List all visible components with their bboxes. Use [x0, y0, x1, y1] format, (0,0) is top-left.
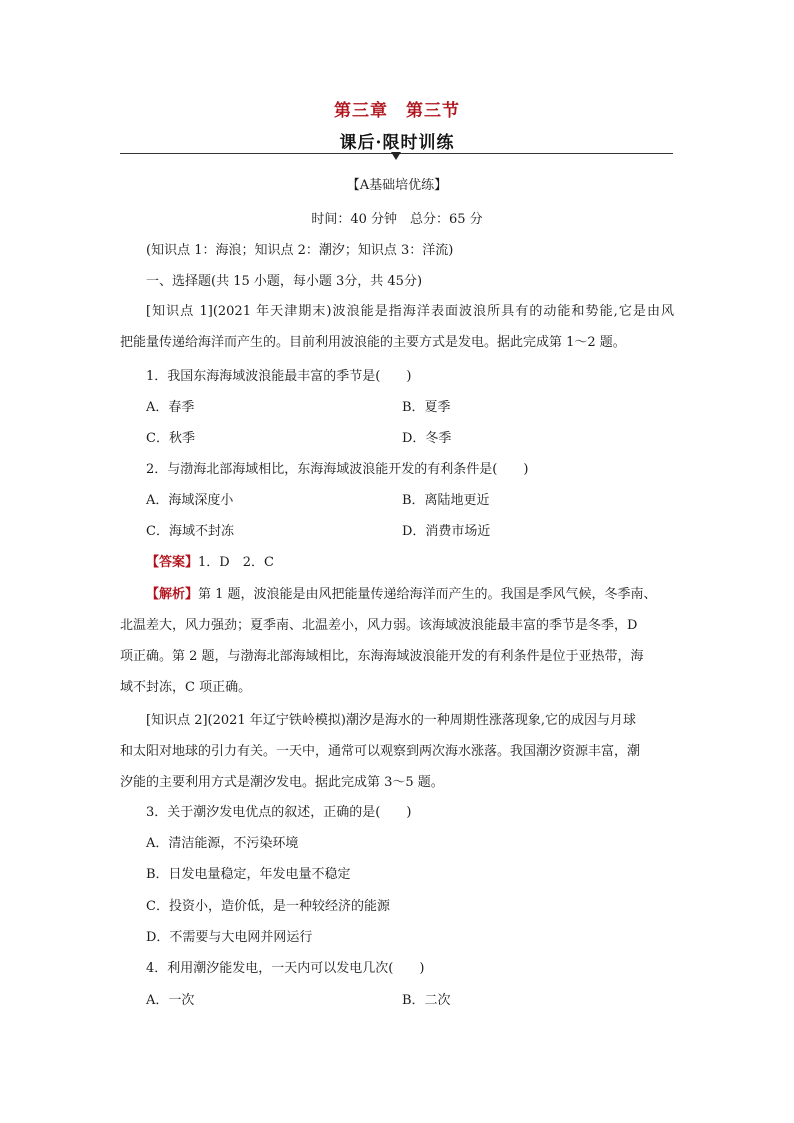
page-subtitle: 课后·限时训练	[339, 133, 455, 153]
section-heading: 一、选择题(共 15 小题，每小题 3分，共 45分)	[146, 274, 423, 289]
q1-option-c: C．秋季	[146, 431, 195, 446]
knowledge-points: (知识点 1：海浪；知识点 2：潮汐；知识点 3：洋流)	[146, 243, 454, 258]
analysis-line2: 北温差大，风力强劲；夏季南、北温差小，风力弱。该海域波浪能最丰富的季节是冬季，D	[120, 618, 638, 633]
q3-option-b: B．日发电量稳定，年发电量不稳定	[146, 867, 351, 882]
q1-option-a: A．春季	[146, 400, 195, 415]
q4-option-a: A．一次	[146, 993, 195, 1008]
passage1-line2: 把能量传递给海洋而产生的。目前利用波浪能的主要方式是发电。据此完成第 1～2 题。	[120, 335, 626, 350]
question-4-stem: 4．利用潮汐能发电，一天内可以发电几次( )	[146, 961, 425, 976]
analysis-line3: 项正确。第 2 题，与渤海北部海域相比，东海海域波浪能开发的有利条件是位于亚热带，海	[120, 649, 644, 664]
passage2-line1: [知识点 2](2021 年辽宁铁岭模拟)潮汐是海水的一种周期性涨落现象,它的成因与月球	[146, 713, 637, 728]
q2-option-b: B．离陆地更近	[402, 493, 490, 508]
answer-line	[146, 553, 274, 573]
passage2-line2: 和太阳对地球的引力有关。一天中，通常可以观察到两次海水涨落。我国潮汐资源丰富，潮	[120, 744, 641, 759]
passage2-line3: 汐能的主要利用方式是潮汐发电。据此完成第 3～5 题。	[120, 775, 444, 790]
answer-label: 【答案】	[146, 555, 199, 570]
question-2-stem: 2．与渤海北部海域相比，东海海域波浪能开发的有利条件是( )	[146, 462, 529, 477]
q4-option-b: B．二次	[402, 993, 451, 1008]
section-title: 【A基础培优练】	[346, 178, 448, 193]
passage1-line1: [知识点 1](2021 年天津期末)波浪能是指海洋表面波浪所具有的动能和势能,它是由风	[146, 304, 674, 319]
analysis-label: 【解析】	[146, 587, 199, 602]
q1-option-b: B．夏季	[402, 400, 451, 415]
q2-option-c: C．海域不封冻	[146, 524, 234, 539]
question-1-stem: 1．我国东海海域波浪能最丰富的季节是( )	[146, 369, 412, 384]
analysis-text-1: 第 1 题，波浪能是由风把能量传递给海洋而产生的。我国是季风气候，冬季南、	[198, 587, 657, 602]
q1-option-d: D．冬季	[402, 431, 452, 446]
chapter-title: 第三章 第三节	[334, 101, 460, 121]
analysis-line1	[146, 585, 657, 605]
analysis-line4: 域不封冻，C 项正确。	[120, 680, 252, 695]
question-3-stem: 3．关于潮汐发电优点的叙述，正确的是( )	[146, 805, 412, 820]
q2-option-d: D．消费市场近	[402, 524, 491, 539]
q3-option-a: A．清洁能源，不污染环境	[146, 836, 299, 851]
q2-option-a: A．海域深度小	[146, 493, 234, 508]
triangle-marker-icon	[391, 152, 401, 160]
q3-option-d: D．不需要与大电网并网运行	[146, 930, 313, 945]
time-info: 时间：40 分钟 总分：65 分	[311, 212, 483, 227]
q3-option-c: C．投资小，造价低，是一种较经济的能源	[146, 899, 390, 914]
answer-text: 1．D 2．C	[198, 555, 274, 570]
